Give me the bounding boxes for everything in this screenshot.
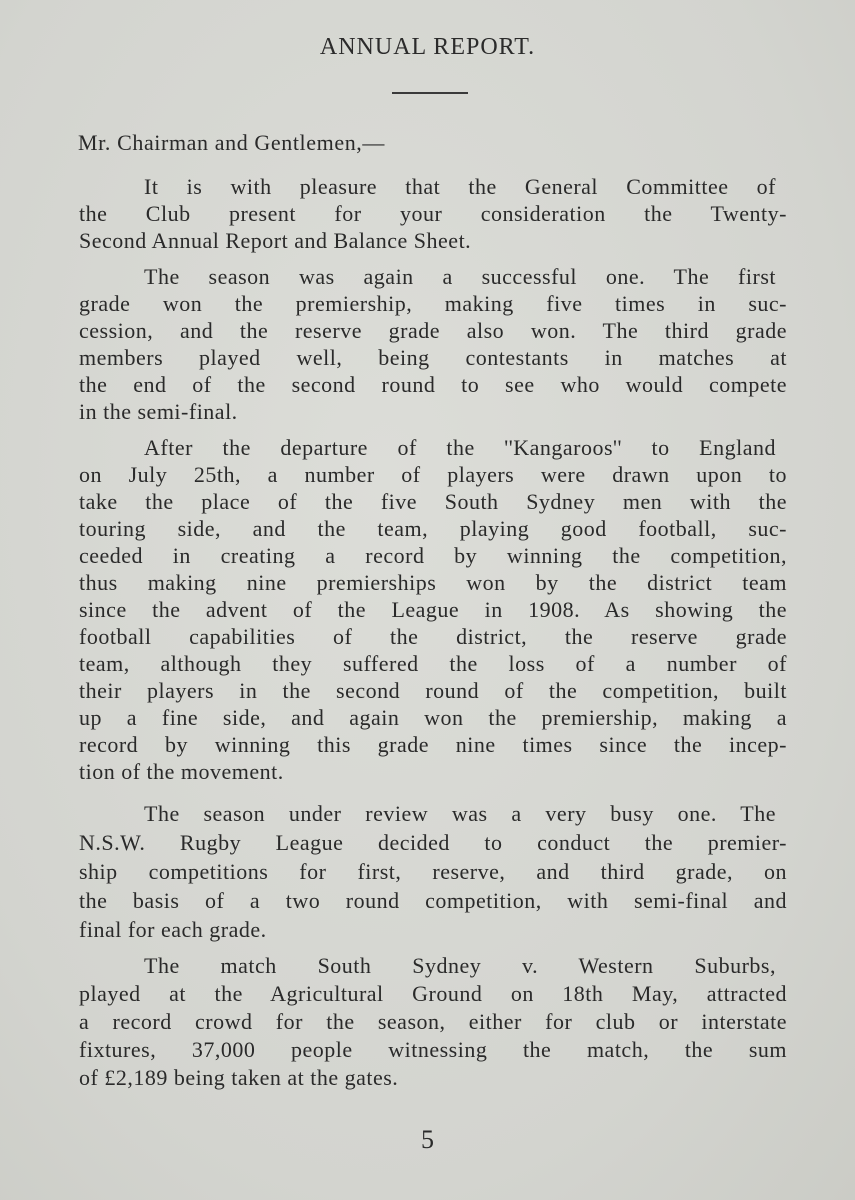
text-line: tion of the movement. [79,759,284,784]
text-line: in the semi-final. [79,399,238,424]
text-line: the end of the second round to see who would compete [79,372,787,397]
salutation: Mr. Chairman and Gentlemen,— [78,130,386,155]
text-line: take the place of the five South Sydney men with the [79,489,787,514]
text-line: ship competitions for first, reserve, and third grade, on [79,859,787,884]
text-line: their players in the second round of the competition, built [79,678,787,703]
text-line: final for each grade. [79,917,267,942]
text-line: grade won the premiership, making five times in suc- [79,291,787,316]
text-line: fixtures, 37,000 people witnessing the match, the sum [79,1037,787,1062]
text-line: football capabilities of the district, the reserve grade [79,624,787,649]
text-line: touring side, and the team, playing good football, suc- [79,516,787,541]
text-line: cession, and the reserve grade also won. The third grade [79,318,787,343]
text-line: a record crowd for the season, either for club or interstate [79,1009,787,1034]
text-line: Second Annual Report and Balance Sheet. [79,228,472,253]
text-line: since the advent of the League in 1908. As showing the [79,597,787,622]
text-line: team, although they suffered the loss of a number of [79,651,787,676]
text-line: the basis of a two round competition, with semi-final and [79,888,787,913]
text-line: of £2,189 being taken at the gates. [79,1065,399,1090]
title-divider [392,92,468,94]
text-line: It is with pleasure that the General Committee of [144,174,776,199]
text-line: After the departure of the ''Kangaroos'' to England [144,435,776,460]
page-number: 5 [421,1125,434,1154]
page-title: ANNUAL REPORT. [319,34,536,60]
text-line: the Club present for your consideration the Twenty- [79,201,787,226]
text-line: played at the Agricultural Ground on 18th May, attracted [79,981,787,1006]
text-line: N.S.W. Rugby League decided to conduct the premier- [79,830,787,855]
text-line: The season was again a successful one. The first [144,264,776,289]
text-line: members played well, being contestants in matches at [79,345,787,370]
text-line: thus making nine premierships won by the district team [79,570,787,595]
text-line: ceeded in creating a record by winning the competition, [79,543,787,568]
text-line: record by winning this grade nine times since the incep- [79,732,787,757]
text-line: on July 25th, a number of players were drawn upon to [79,462,787,487]
text-line: up a fine side, and again won the premiership, making a [79,705,787,730]
text-line: The season under review was a very busy one. The [144,801,776,826]
text-line: The match South Sydney v. Western Suburbs, [144,953,776,978]
